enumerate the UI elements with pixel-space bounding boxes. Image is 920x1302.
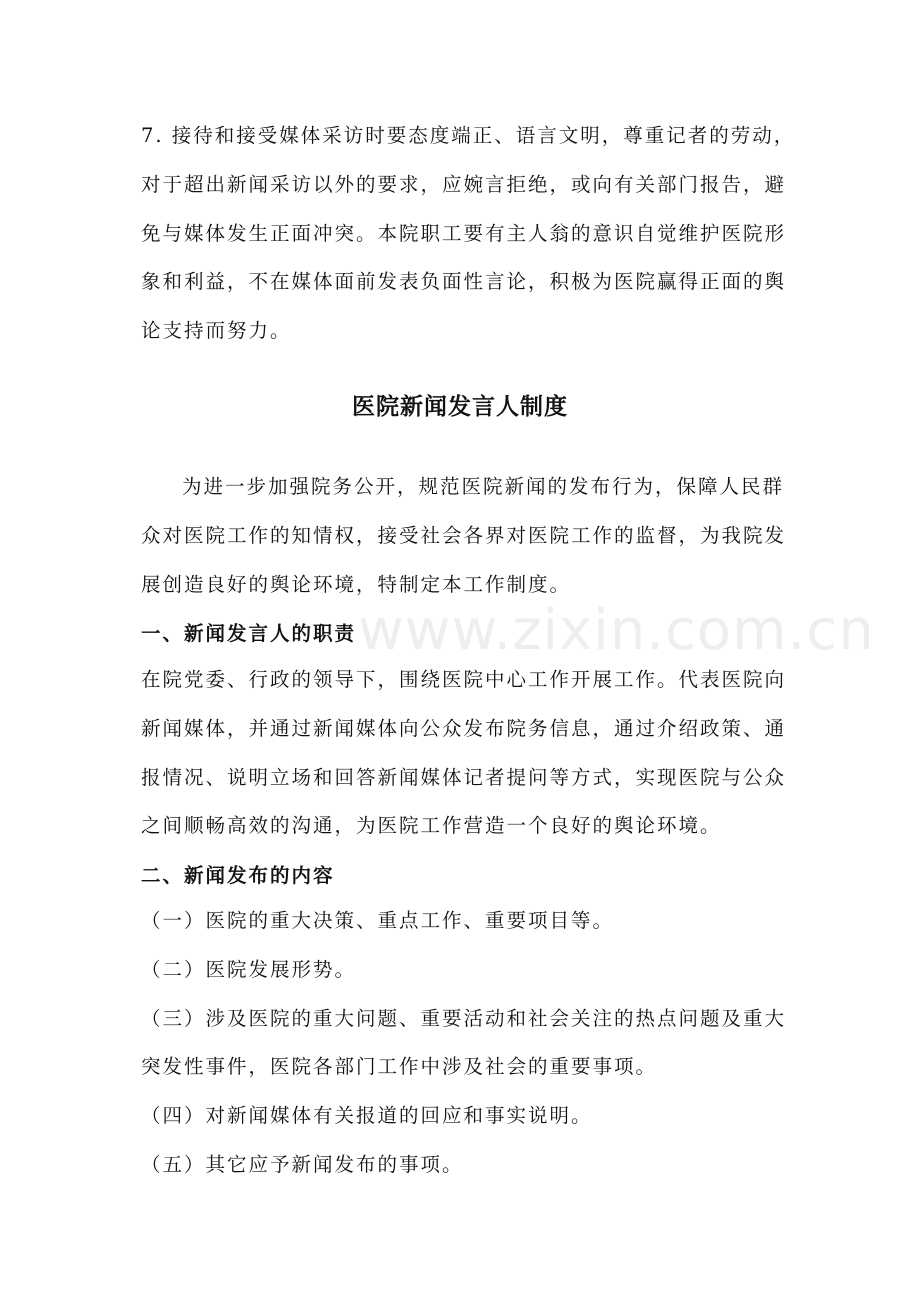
preface-paragraph — [141, 463, 787, 609]
intro-paragraph — [141, 112, 796, 356]
list-item: （二）医院发展形势。 — [141, 957, 357, 981]
list-item: 突发性事件，医院各部门工作中涉及社会的重要事项。 — [141, 1055, 658, 1079]
list-item: （一）医院的重大决策、重点工作、重要项目等。 — [141, 909, 615, 932]
intro-line: 7. 接待和接受媒体采访时要态度端正、语言文明，尊重记者的劳动， — [141, 124, 796, 147]
section1-line: 报情况、说明立场和回答新闻媒体记者提问等方式，实现医院与公众 — [141, 765, 787, 789]
section1-heading: 一、新闻发言人的职责 — [141, 622, 357, 645]
intro-line: 象和利益，不在媒体面前发表负面性言论，积极为医院赢得正面的舆 — [141, 270, 787, 294]
list-item: （五）其它应予新闻发布的事项。 — [141, 1152, 464, 1176]
watermark: www.zixin.com.cn — [358, 598, 875, 663]
list-item: （三）涉及医院的重大问题、重要活动和社会关注的热点问题及重大 — [141, 1006, 787, 1030]
section1-line: 新闻媒体，并通过新闻媒体向公众发布院务信息，通过介绍政策、通 — [141, 716, 787, 740]
preface-line: 为进一步加强院务公开，规范医院新闻的发布行为，保障人民群 — [182, 475, 785, 498]
intro-line: 对于超出新闻采访以外的要求，应婉言拒绝，或向有关部门报告，避 — [141, 172, 787, 196]
list-item: （四）对新闻媒体有关报道的回应和事实说明。 — [141, 1104, 593, 1128]
preface-line: 展创造良好的舆论环境，特制定本工作制度。 — [141, 572, 572, 596]
section1-line: 之间顺畅高效的沟通，为医院工作营造一个良好的舆论环境。 — [141, 814, 722, 838]
preface-line: 众对医院工作的知情权，接受社会各界对医院工作的监督，为我院发 — [141, 523, 787, 547]
intro-line: 论支持而努力。 — [141, 319, 292, 343]
section1-line: 在院党委、行政的领导下，围绕医院中心工作开展工作。代表医院向 — [141, 668, 787, 691]
section2-list — [141, 897, 787, 1190]
intro-line: 免与媒体发生正面冲突。本院职工要有主人翁的意识自觉维护医院形 — [141, 221, 787, 245]
section2-heading: 二、新闻发布的内容 — [141, 864, 335, 887]
document-title: 医院新闻发言人制度 — [352, 394, 568, 420]
section1-paragraph — [141, 656, 787, 851]
